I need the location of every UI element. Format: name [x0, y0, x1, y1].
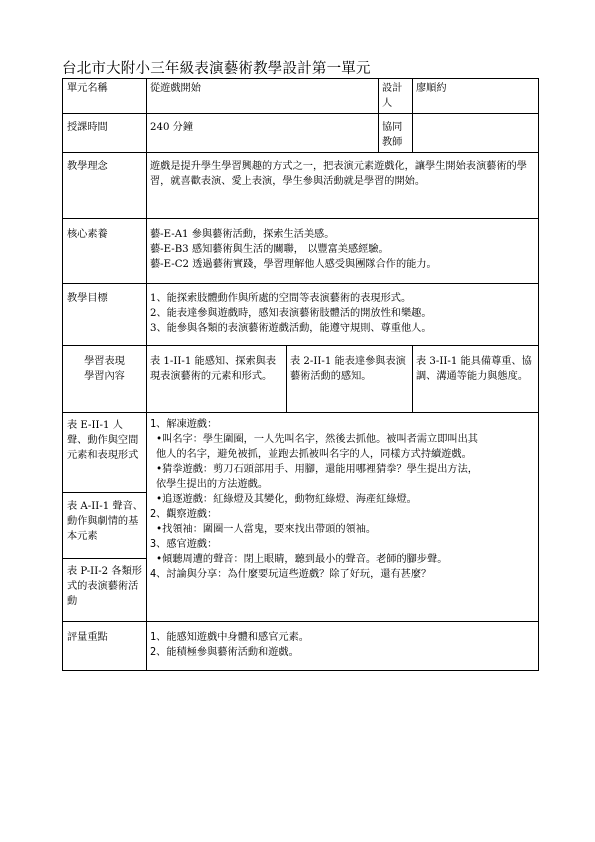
core-label: 核心素養: [63, 219, 147, 284]
core-item: 藝-E-C2 透過藝術實踐，學習理解他人感受與團隊合作的能力。: [150, 259, 437, 270]
activity-line: 他人的名字，避免被抓，並跑去抓被叫名字的人，同樣方式持續遊戲。: [156, 449, 472, 460]
activity-line: 4、討論與分享：為什麼要玩這些遊戲？除了好玩，還有甚麼？: [150, 569, 432, 580]
row-goals: [63, 284, 539, 346]
activity-line: •追逐遊戲：紅綠燈及其變化，動物紅綠燈、海產紅綠燈。: [156, 494, 417, 505]
goals-list: [147, 284, 539, 346]
page-title: 台北市大附小三年級表演藝術教學設計第一單元: [62, 61, 371, 77]
row-core: [63, 219, 539, 284]
goal-item: 3、能參與各類的表演藝術遊戲活動，能遵守規則、尊重他人。: [150, 323, 432, 334]
row-time: [63, 114, 539, 153]
performance-2: 表 2-II-1 能表達參與表演藝術活動的感知。: [287, 346, 413, 413]
lesson-plan-table: [62, 78, 539, 671]
activity-line: •猜拳遊戲：剪刀石頭部用手、用腳，還能用哪裡猜拳？學生提出方法，: [156, 464, 478, 475]
performance-3: 表 3-II-1 能具備尊重、協調、溝通等能力與態度。: [413, 346, 539, 413]
content-2-label: 表 A-II-1 聲音、動作與劇情的基本元素: [63, 493, 147, 559]
performance-label: [63, 346, 147, 413]
row-unit-name: [63, 79, 539, 114]
goal-item: 2、能表達參與遊戲時，感知表演藝術肢體活的開放性和樂趣。: [150, 308, 432, 319]
co-teacher-label: 協同教師: [379, 114, 413, 153]
activity-line: •傾聽周遭的聲音：閉上眼睛，聽到最小的聲音。老師的腳步聲。: [156, 554, 448, 565]
designer-label: 設計人: [379, 79, 413, 114]
core-item: 藝-E-A1 參與藝術活動，探索生活美感。: [150, 229, 335, 240]
activity-line: 1、解凍遊戲：: [150, 419, 218, 430]
goals-label: 教學目標: [63, 284, 147, 346]
row-philosophy: [63, 153, 539, 219]
unit-name-label: 單元名稱: [63, 79, 147, 114]
assessment-label: 評量重點: [63, 622, 147, 671]
activity-line: 2、觀察遊戲：: [150, 509, 218, 520]
activity-line: 3、感官遊戲：: [150, 539, 218, 550]
assessment-item: 2、能積極參與藝術活動和遊戲。: [150, 647, 299, 658]
activity-line: •找領袖：圍圈一人當鬼，要來找出帶頭的領袖。: [156, 524, 377, 535]
content-1-label: 表 E-II-1 人聲、動作與空間元素和表現形式: [63, 413, 147, 493]
philosophy-text: 遊戲是提升學生學習興趣的方式之一，把表演元素遊戲化，讓學生開始表演藝術的學習，就喜歡表演、愛上表演，學生參與活動就是學習的開始。: [147, 153, 539, 219]
content-3-label: 表 P-II-2 各類形式的表演藝術活動: [63, 559, 147, 622]
co-teacher-value: [413, 114, 539, 153]
designer-value: 廖順約: [413, 79, 539, 114]
activity-line: •叫名字：學生圍圈，一人先叫名字，然後去抓他。被叫者需立即叫出其: [156, 434, 478, 445]
activities-cell: [147, 413, 539, 622]
assessment-item: 1、能感知遊戲中身體和感官元素。: [150, 632, 309, 643]
core-list: [147, 219, 539, 284]
perf-label-line: 學習表現: [84, 356, 125, 367]
activity-line: 依學生提出的方法遊戲。: [156, 479, 269, 490]
assessment-list: [147, 622, 539, 671]
unit-name-value: 從遊戲開始: [147, 79, 379, 114]
goal-item: 1、能探索肢體動作與所處的空間等表演藝術的表現形式。: [150, 293, 412, 304]
row-content-1: [63, 413, 539, 493]
perf-label-line: 學習內容: [84, 371, 125, 382]
time-label: 授課時間: [63, 114, 147, 153]
row-performance: [63, 346, 539, 413]
philosophy-label: 教學理念: [63, 153, 147, 219]
core-item: 藝-E-B3 感知藝術與生活的關聯， 以豐富美感經驗。: [150, 244, 389, 255]
row-assessment: [63, 622, 539, 671]
time-value: 240 分鐘: [147, 114, 379, 153]
performance-1: 表 1-II-1 能感知、探索與表現表演藝術的元素和形式。: [147, 346, 287, 413]
